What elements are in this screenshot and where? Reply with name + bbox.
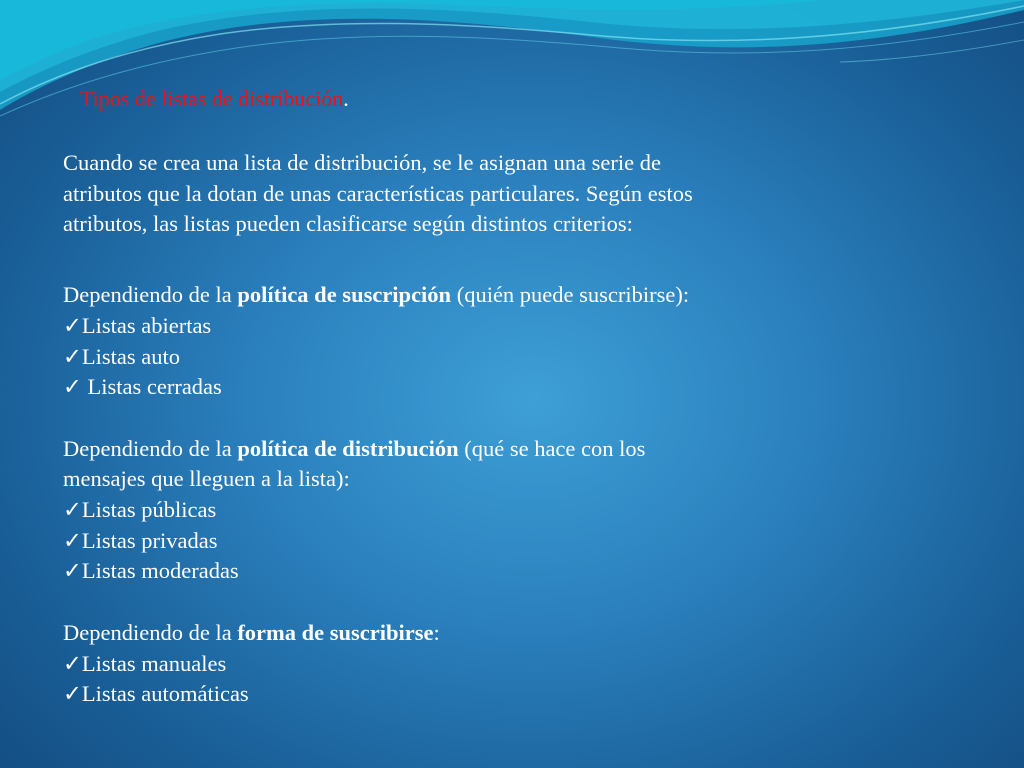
heading-suffix: (qué se hace con los <box>458 435 646 461</box>
section-distribution-policy <box>63 434 943 588</box>
list-item-label: Listas automáticas <box>81 681 249 707</box>
list-item-label: Listas auto <box>81 343 180 369</box>
slide-body <box>63 148 943 710</box>
section-heading <box>63 280 943 311</box>
list-item-label: Listas cerradas <box>81 374 222 400</box>
heading-bold: política de distribución <box>237 435 459 461</box>
section-heading <box>63 618 943 649</box>
list-item-label: Listas manuales <box>81 650 227 676</box>
title-text: Tipos de listas de distribución <box>80 86 344 111</box>
intro-line: atributos que la dotan de unas características particulares. Según estos <box>63 180 693 206</box>
check-icon: ✓ <box>63 558 82 584</box>
section-heading <box>63 434 943 465</box>
list-item <box>63 495 943 526</box>
list-item-label: Listas abiertas <box>81 312 212 338</box>
heading-suffix: : <box>433 619 440 645</box>
intro-line: Cuando se crea una lista de distribución, se le asignan una serie de <box>63 150 661 175</box>
list-item <box>63 372 943 403</box>
list-item <box>63 342 943 373</box>
list-item <box>63 649 943 680</box>
list-item-label: Listas privadas <box>81 527 218 553</box>
heading-prefix: Dependiendo de la <box>63 619 238 645</box>
slide-title <box>80 85 349 113</box>
heading-prefix: Dependiendo de la <box>63 435 238 461</box>
heading-bold: forma de suscribirse <box>237 619 434 645</box>
intro-paragraph <box>63 148 943 240</box>
section-subscription-policy <box>63 280 943 403</box>
section-subscription-form <box>63 618 943 710</box>
check-icon: ✓ <box>63 374 82 400</box>
check-icon: ✓ <box>63 650 82 676</box>
intro-line: atributos, las listas pueden clasificarse según distintos criterios: <box>63 211 633 237</box>
check-icon: ✓ <box>63 497 82 523</box>
check-icon: ✓ <box>63 312 82 338</box>
section-heading-continued: mensajes que lleguen a la lista): <box>63 466 350 492</box>
wave-decoration <box>0 0 1024 140</box>
check-icon: ✓ <box>63 527 82 553</box>
heading-suffix: (quién puede suscribirse): <box>451 282 690 308</box>
check-icon: ✓ <box>63 681 82 707</box>
list-item-label: Listas públicas <box>81 497 217 523</box>
heading-bold: política de suscripción <box>237 282 452 308</box>
list-item <box>63 526 943 557</box>
list-item <box>63 311 943 342</box>
title-period: . <box>343 86 349 111</box>
check-icon: ✓ <box>63 343 82 369</box>
list-item <box>63 556 943 587</box>
list-item-label: Listas moderadas <box>81 558 239 584</box>
heading-prefix: Dependiendo de la <box>63 282 238 308</box>
list-item <box>63 679 943 710</box>
